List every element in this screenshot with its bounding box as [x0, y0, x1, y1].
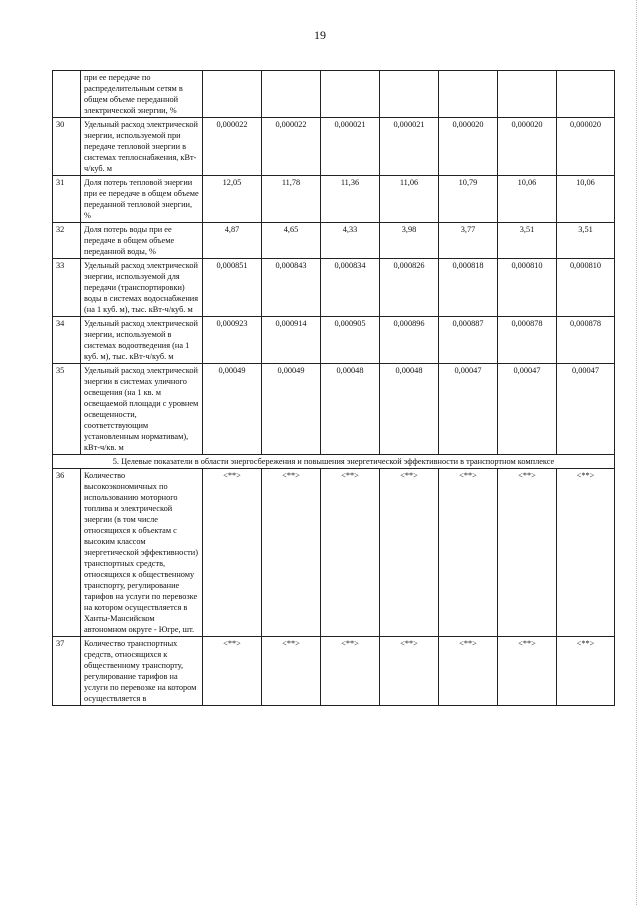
- row-number: 32: [53, 223, 81, 259]
- indicator-name: Удельный расход электрической энергии, используемой в системах водоотведения (на 1 куб. м), тыс. кВт-ч/куб. м: [81, 317, 203, 364]
- indicator-value: 3,98: [380, 223, 439, 259]
- indicator-value: 3,51: [498, 223, 557, 259]
- indicator-value: <**>: [203, 637, 262, 706]
- indicator-value: <**>: [321, 469, 380, 637]
- indicator-value: <**>: [262, 637, 321, 706]
- row-number: 31: [53, 176, 81, 223]
- table-body-bottom: [53, 469, 615, 706]
- indicator-value: 0,00047: [557, 364, 615, 455]
- indicator-value: [380, 71, 439, 118]
- indicator-value: <**>: [498, 469, 557, 637]
- row-number: 30: [53, 118, 81, 176]
- indicator-value: 0,000905: [321, 317, 380, 364]
- row-number: 37: [53, 637, 81, 706]
- indicator-value: 0,000021: [321, 118, 380, 176]
- indicator-value: [262, 71, 321, 118]
- indicator-value: 11,06: [380, 176, 439, 223]
- table-row: [53, 364, 615, 455]
- indicator-name: Удельный расход электрической энергии в системах уличного освещения (на 1 кв. м освещаемой площади с уровнем освещенности, соответствующим установленным нормативам), кВт-ч/кв. м: [81, 364, 203, 455]
- indicator-value: 3,51: [557, 223, 615, 259]
- indicator-value: 0,00049: [203, 364, 262, 455]
- indicator-value: 0,00048: [380, 364, 439, 455]
- indicator-value: 3,77: [439, 223, 498, 259]
- indicator-name: Количество транспортных средств, относящихся к общественному транспорту, регулирование тарифов на услуги по перевозке на котором осуществляется в: [81, 637, 203, 706]
- indicator-value: 10,06: [498, 176, 557, 223]
- table-row: [53, 176, 615, 223]
- table-row: [53, 469, 615, 637]
- indicator-value: 4,87: [203, 223, 262, 259]
- indicators-table: [52, 70, 615, 706]
- indicator-value: [498, 71, 557, 118]
- indicator-value: 0,000878: [498, 317, 557, 364]
- indicator-value: 10,06: [557, 176, 615, 223]
- table-row: [53, 317, 615, 364]
- indicator-name: при ее передаче по распределительным сетям в общем объеме переданной электрической энергии, %: [81, 71, 203, 118]
- table-body-top: [53, 71, 615, 455]
- indicator-value: 0,000826: [380, 259, 439, 317]
- indicator-value: [203, 71, 262, 118]
- indicator-value: [439, 71, 498, 118]
- indicator-name: Доля потерь тепловой энергии при ее передаче в общем объеме переданной тепловой энергии, %: [81, 176, 203, 223]
- section-row: [53, 455, 615, 469]
- indicator-value: 0,000834: [321, 259, 380, 317]
- indicator-value: 0,000851: [203, 259, 262, 317]
- indicator-value: <**>: [557, 637, 615, 706]
- indicator-value: <**>: [321, 637, 380, 706]
- indicator-name: Удельный расход электрической энергии, используемой при передаче тепловой энергии в системах теплоснабжения, кВт-ч/куб. м: [81, 118, 203, 176]
- row-number: 35: [53, 364, 81, 455]
- indicator-name: Удельный расход электрической энергии, используемой для передачи (транспортировки) воды в системах водоснабжения (на 1 куб. м), тыс. кВт-ч/куб. м: [81, 259, 203, 317]
- indicator-value: 0,00047: [439, 364, 498, 455]
- table-row: [53, 259, 615, 317]
- indicator-value: 0,00048: [321, 364, 380, 455]
- indicator-name: Доля потерь воды при ее передаче в общем объеме переданной воды, %: [81, 223, 203, 259]
- indicator-value: 11,36: [321, 176, 380, 223]
- indicator-value: <**>: [439, 637, 498, 706]
- indicator-value: 0,000887: [439, 317, 498, 364]
- indicator-value: <**>: [380, 637, 439, 706]
- indicator-value: 0,000914: [262, 317, 321, 364]
- indicator-value: 0,000843: [262, 259, 321, 317]
- indicator-value: 12,05: [203, 176, 262, 223]
- indicator-value: 0,00049: [262, 364, 321, 455]
- indicator-value: <**>: [439, 469, 498, 637]
- indicator-value: <**>: [203, 469, 262, 637]
- indicator-value: 0,000021: [380, 118, 439, 176]
- indicator-value: 0,00047: [498, 364, 557, 455]
- indicator-name: Количество высокоэкономичных по использованию моторного топлива и электрической энергии (в том числе относящихся к объектам с высоким классом энергетической эффективности) транспортных средств, относящихся к общественному транспорту, регулирование тарифов на услуги по перевозке на котором осуществляется в Ханты-Мансийском автономном округе - Югре, шт.: [81, 469, 203, 637]
- indicator-value: 0,000878: [557, 317, 615, 364]
- table-row: [53, 71, 615, 118]
- row-number: 33: [53, 259, 81, 317]
- scan-edge: [635, 0, 637, 905]
- indicator-value: <**>: [557, 469, 615, 637]
- indicator-value: <**>: [262, 469, 321, 637]
- indicator-value: 0,000810: [498, 259, 557, 317]
- indicator-value: 0,000923: [203, 317, 262, 364]
- row-number: 36: [53, 469, 81, 637]
- indicator-value: 0,000020: [557, 118, 615, 176]
- indicator-value: 4,33: [321, 223, 380, 259]
- page-number: 19: [314, 28, 326, 42]
- row-number: [53, 71, 81, 118]
- table-row: [53, 223, 615, 259]
- indicator-value: <**>: [498, 637, 557, 706]
- indicator-value: 0,000896: [380, 317, 439, 364]
- indicator-value: 11,78: [262, 176, 321, 223]
- indicator-value: [321, 71, 380, 118]
- indicator-value: <**>: [380, 469, 439, 637]
- indicator-value: 0,000020: [439, 118, 498, 176]
- indicator-value: 0,000022: [262, 118, 321, 176]
- section-5-title: 5. Целевые показатели в области энергосбережения и повышения энергетической эффективности в транспортном комплексе: [53, 455, 615, 469]
- indicator-value: 0,000818: [439, 259, 498, 317]
- table-row: [53, 637, 615, 706]
- indicator-value: 10,79: [439, 176, 498, 223]
- indicator-value: 0,000810: [557, 259, 615, 317]
- indicator-value: 0,000020: [498, 118, 557, 176]
- indicator-value: 4,65: [262, 223, 321, 259]
- indicator-value: 0,000022: [203, 118, 262, 176]
- indicator-value: [557, 71, 615, 118]
- table-row: [53, 118, 615, 176]
- row-number: 34: [53, 317, 81, 364]
